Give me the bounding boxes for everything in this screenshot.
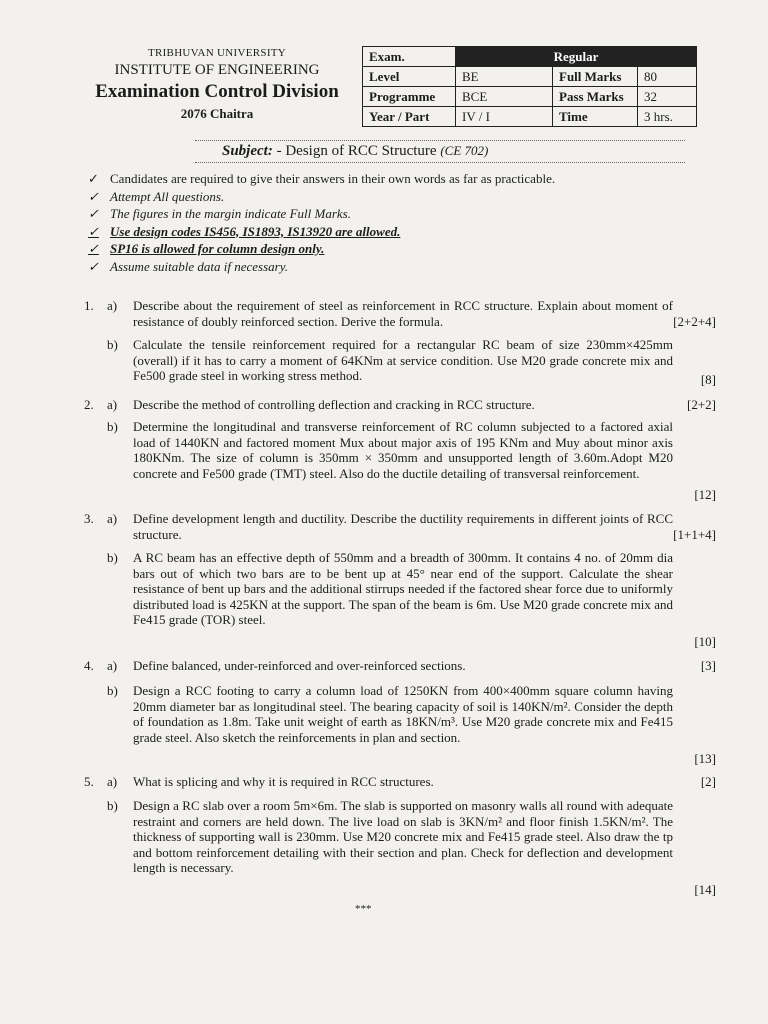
question-text: Determine the longitudinal and transverse reinforcement of RC column subjected to a factored axial load of 1440KN and factored moment Mux about major axis of 195 KNm and Muy about minor axis 180KNm. The size of column is 350mm × 350mm and unsupported length of 3.60m.Adopt M20 concrete and Fe500 grade (TMT) steel. Also do the ductile detailing of transversal reinforcement. (133, 419, 673, 481)
check-icon: ✓ (88, 258, 99, 274)
question-marks: [3] (700, 658, 716, 673)
time-value: 3 hrs. (638, 107, 697, 127)
level-label: Level (363, 67, 456, 87)
pass-marks-value: 32 (638, 87, 697, 107)
exam-label: Exam. (363, 47, 456, 67)
programme-value: BCE (456, 87, 553, 107)
question-marks: [8] (700, 372, 716, 387)
division-name: Examination Control Division (95, 81, 339, 102)
question-number: 2. (84, 397, 94, 412)
instruction-item: ✓ Assume suitable data if necessary. (88, 258, 289, 274)
question-text: A RC beam has an effective depth of 550mm and a breadth of 300mm. It contains 4 no. of 20mm dia bars out of which two bars are to be bent up at 45° near end of the support. Calculate the shear resistance of bent up bars and the additional stirrups needed if the factored shear force due to uniformly distributed load is 425KN at the support. The span of the beam is 6m. Use M20 grade concrete mix and Fe415 grade (TOR) steel. (133, 550, 673, 627)
instruction-item: ✓ Use design codes IS456, IS1893, IS13920 are allowed. (88, 223, 401, 239)
question-number: 1. (84, 298, 94, 313)
header-block (72, 46, 362, 124)
check-icon: ✓ (88, 171, 99, 186)
question-text: Describe the method of controlling deflection and cracking in RCC structure. (133, 397, 535, 412)
time-label: Time (553, 107, 638, 127)
year-part-label: Year / Part (363, 107, 456, 127)
question-part: b) (107, 550, 118, 565)
level-value: BE (456, 67, 553, 87)
question-text: Calculate the tensile reinforcement required for a rectangular RC beam of size 230mm×425mm (overall) if it has to carry a moment of 64KNm at service condition. Use M20 grade concrete mix and Fe500 grade steel in working stress method. (133, 337, 673, 383)
instruction-item: ✓ Attempt All questions. (88, 188, 225, 204)
question-part: b) (107, 419, 118, 434)
question-part: a) (107, 397, 118, 412)
question-part: a) (107, 774, 118, 789)
question-part: a) (107, 298, 118, 313)
subject-label: Subject: (222, 143, 273, 159)
question-text: Define development length and ductility. Describe the ductility requirements in different joints of RCC structure. (133, 511, 673, 542)
question-part: b) (107, 337, 118, 352)
programme-label: Programme (363, 87, 456, 107)
instruction-item: ✓ SP16 is allowed for column design only. (88, 241, 325, 256)
question-part: b) (107, 683, 118, 698)
question-number: 3. (84, 511, 94, 526)
exam-session: 2076 Chaitra (180, 106, 254, 121)
question-number: 5. (84, 774, 94, 789)
full-marks-value: 80 (638, 67, 697, 87)
check-icon: ✓ (88, 206, 99, 221)
question-marks: [1+1+4] (673, 527, 716, 542)
question-marks: [13] (694, 751, 716, 766)
question-marks: [2+2+4] (673, 314, 716, 329)
university-name: TRIBHUVAN UNIVERSITY (147, 47, 287, 59)
end-marker: *** (355, 903, 372, 915)
check-icon: ✓ (88, 188, 99, 204)
instruction-item: ✓ The figures in the margin indicate Full Marks. (88, 206, 351, 221)
subject-line (222, 143, 488, 160)
pass-marks-label: Pass Marks (553, 87, 638, 107)
question-part: a) (107, 511, 118, 526)
question-marks: [10] (694, 634, 716, 649)
divider-top (195, 140, 685, 141)
question-marks: [12] (694, 487, 716, 502)
exam-type: Regular (456, 47, 697, 67)
question-text: Define balanced, under-reinforced and over-reinforced sections. (133, 658, 466, 673)
question-marks: [2+2] (687, 397, 716, 412)
subject-code: (CE 702) (440, 143, 489, 158)
full-marks-label: Full Marks (553, 67, 638, 87)
question-text: Design a RC slab over a room 5m×6m. The slab is supported on masonry walls all round with adequate restraint and corners are held down. The live load on slab is 3KN/m² and floor finish 1.5KN/m². The thickness of supporting wall is 230mm. Use M20 concrete mix and Fe415 grade steel. Also draw the tp and bottom reinforcement detailing with their section and plan. Check for deflection and development length is necessary. (133, 798, 673, 875)
year-part-value: IV / I (456, 107, 553, 127)
exam-info-table (362, 46, 697, 127)
divider-bottom (195, 162, 685, 163)
question-text: What is splicing and why it is required in RCC structures. (133, 774, 434, 789)
check-icon: ✓ (88, 241, 99, 256)
question-part: b) (107, 798, 118, 813)
instruction-item: ✓ Candidates are required to give their answers in their own words as far as practicable. (88, 171, 556, 186)
check-icon: ✓ (88, 223, 99, 239)
instructions-list (88, 170, 555, 275)
question-part: a) (107, 658, 118, 673)
question-marks: [14] (694, 882, 716, 897)
question-text: Design a RCC footing to carry a column load of 1250KN from 400×400mm square column having 20mm diameter bar as longitudinal steel. The bearing capacity of soil is 140KN/m². Consider the depth of foundation as 1.8m. Take unit weight of earth as 18KN/m³. Use M20 grade concrete mix and Fe415 grade steel. Also sketch the reinforcements in plan and section. (133, 683, 673, 745)
subject-name: - Design of RCC Structure (276, 143, 437, 159)
question-number: 4. (84, 658, 94, 673)
question-marks: [2] (700, 774, 716, 789)
question-text: Describe about the requirement of steel as reinforcement in RCC structure. Explain about moment of resistance of doubly reinforced section. Derive the formula. (133, 298, 673, 329)
institute-name: INSTITUTE OF ENGINEERING (114, 62, 320, 78)
